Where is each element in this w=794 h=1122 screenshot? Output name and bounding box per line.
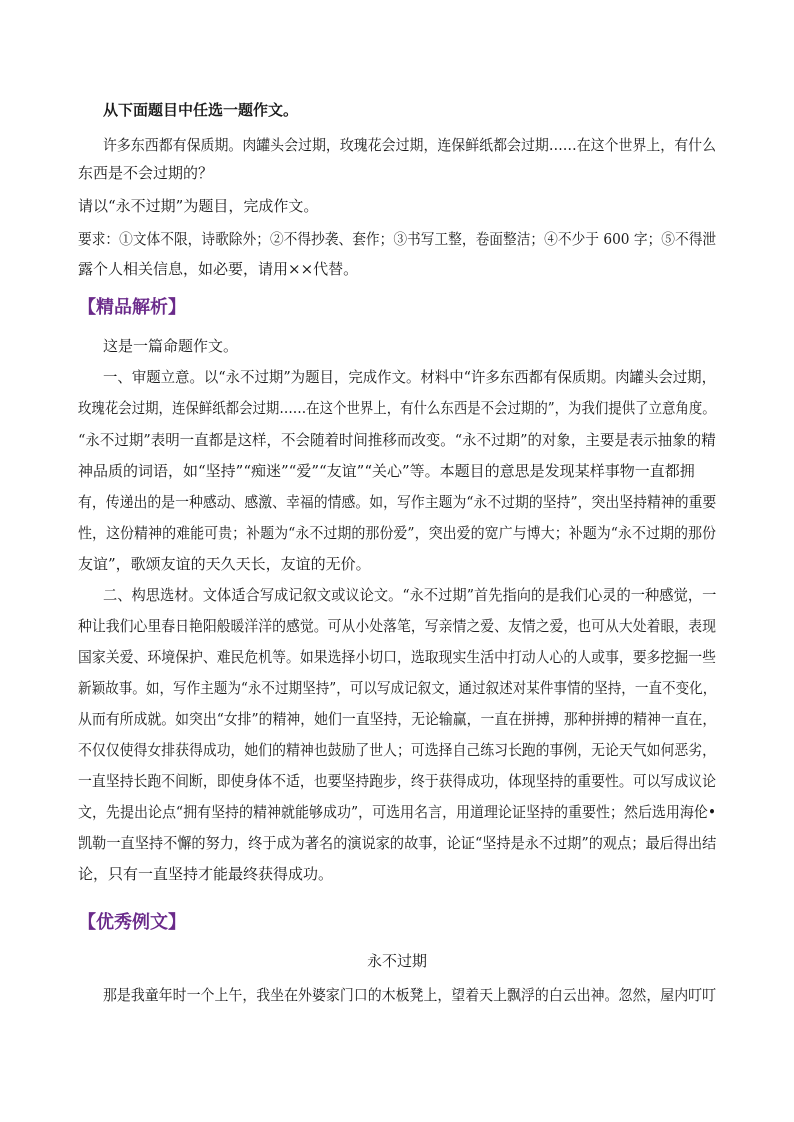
analysis-line: 玫瑰花会过期，连保鲜纸都会过期……在这个世界上，有什么东西是不会过期的”，为我们提供了立意角度。 <box>78 399 716 417</box>
essay-title: 永不过期 <box>366 952 427 970</box>
analysis-line: 论，只有一直坚持才能最终获得成功。 <box>78 865 334 883</box>
prompt-line: 露个人相关信息，如必要，请用××代替。 <box>78 260 359 278</box>
analysis-line: 种让我们心里春日艳阳般暖洋洋的感觉。可从小处落笔，写亲情之爱、友情之爱，也可从大处着眼，表现 <box>78 617 716 635</box>
analysis-title: 【精品解析】 <box>78 297 186 318</box>
essay-line: 那是我童年时一个上午，我坐在外婆家门口的木板凳上，望着天上飘浮的白云出神。忽然，屋内叮叮 <box>103 986 717 1004</box>
analysis-line: 凯勒一直坚持不懈的努力，终于成为著名的演说家的故事，论证“坚持是永不过期”的观点；最后得出结 <box>78 834 717 852</box>
analysis-line: “永不过期”表明一直都是这样，不会随着时间推移而改变。“永不过期”的对象，主要是表示抽象的精 <box>78 431 716 449</box>
prompt-line: 要求：①文体不限，诗歌除外；②不得抄袭、套作；③书写工整，卷面整洁；④不少于 600 字；⑤不得泄 <box>78 230 717 248</box>
analysis-line: 有，传递出的是一种感动、感激、幸福的情感。如，写作主题为“永不过期的坚持”，突出坚持精神的重要 <box>78 493 717 511</box>
analysis-line: 文，先提出论点“拥有坚持的精神就能够成功”，可选用名言，用道理论证坚持的重要性；然后选用海伦• <box>78 803 717 821</box>
analysis-line: 友谊”，歌颂友谊的天久天长，友谊的无价。 <box>78 555 371 573</box>
analysis-line: 神品质的词语，如“坚持”“痴迷”“爱”“友谊”“关心”等。本题目的意思是发现某样事物一直都拥 <box>78 462 695 480</box>
analysis-line: 不仅仅使得女排获得成功，她们的精神也鼓励了世人；可选择自己练习长跑的事例，无论天气如何恶劣， <box>78 741 716 759</box>
prompt-heading: 从下面题目中任选一题作文。 <box>103 101 299 119</box>
analysis-line: 这是一篇命题作文。 <box>103 337 239 355</box>
analysis-line: 新颖故事。如，写作主题为“永不过期坚持”，可以写成记叙文，通过叙述对某件事情的坚持，一直不变化， <box>78 679 717 697</box>
prompt-line: 东西是不会过期的？ <box>78 164 214 182</box>
analysis-line: 性，这份精神的难能可贵；补题为“永不过期的那份爱”，突出爱的宽广与博大；补题为“永不过期的那份 <box>78 524 717 542</box>
prompt-line: 请以“永不过期”为题目，完成作文。 <box>78 197 319 215</box>
example-title: 【优秀例文】 <box>78 912 186 933</box>
analysis-line: 国家关爱、环境保护、难民危机等。如果选择小切口，选取现实生活中打动人心的人或事，要多挖掘一些 <box>78 648 716 666</box>
analysis-line: 一、审题立意。以“永不过期”为题目，完成作文。材料中“许多东西都有保质期。肉罐头会过期， <box>103 368 717 386</box>
analysis-line: 二、构思选材。文体适合写成记叙文或议论文。“永不过期”首先指向的是我们心灵的一种感觉，一 <box>103 586 717 604</box>
analysis-line: 从而有所成就。如突出“女排”的精神，她们一直坚持，无论输赢，一直在拼搏，那种拼搏的精神一直在， <box>78 710 717 728</box>
analysis-line: 一直坚持长跑不间断，即使身体不适，也要坚持跑步，终于获得成功，体现坚持的重要性。可以写成议论 <box>78 772 716 790</box>
prompt-line: 许多东西都有保质期。肉罐头会过期，玫瑰花会过期，连保鲜纸都会过期……在这个世界上，有什么 <box>103 136 717 154</box>
